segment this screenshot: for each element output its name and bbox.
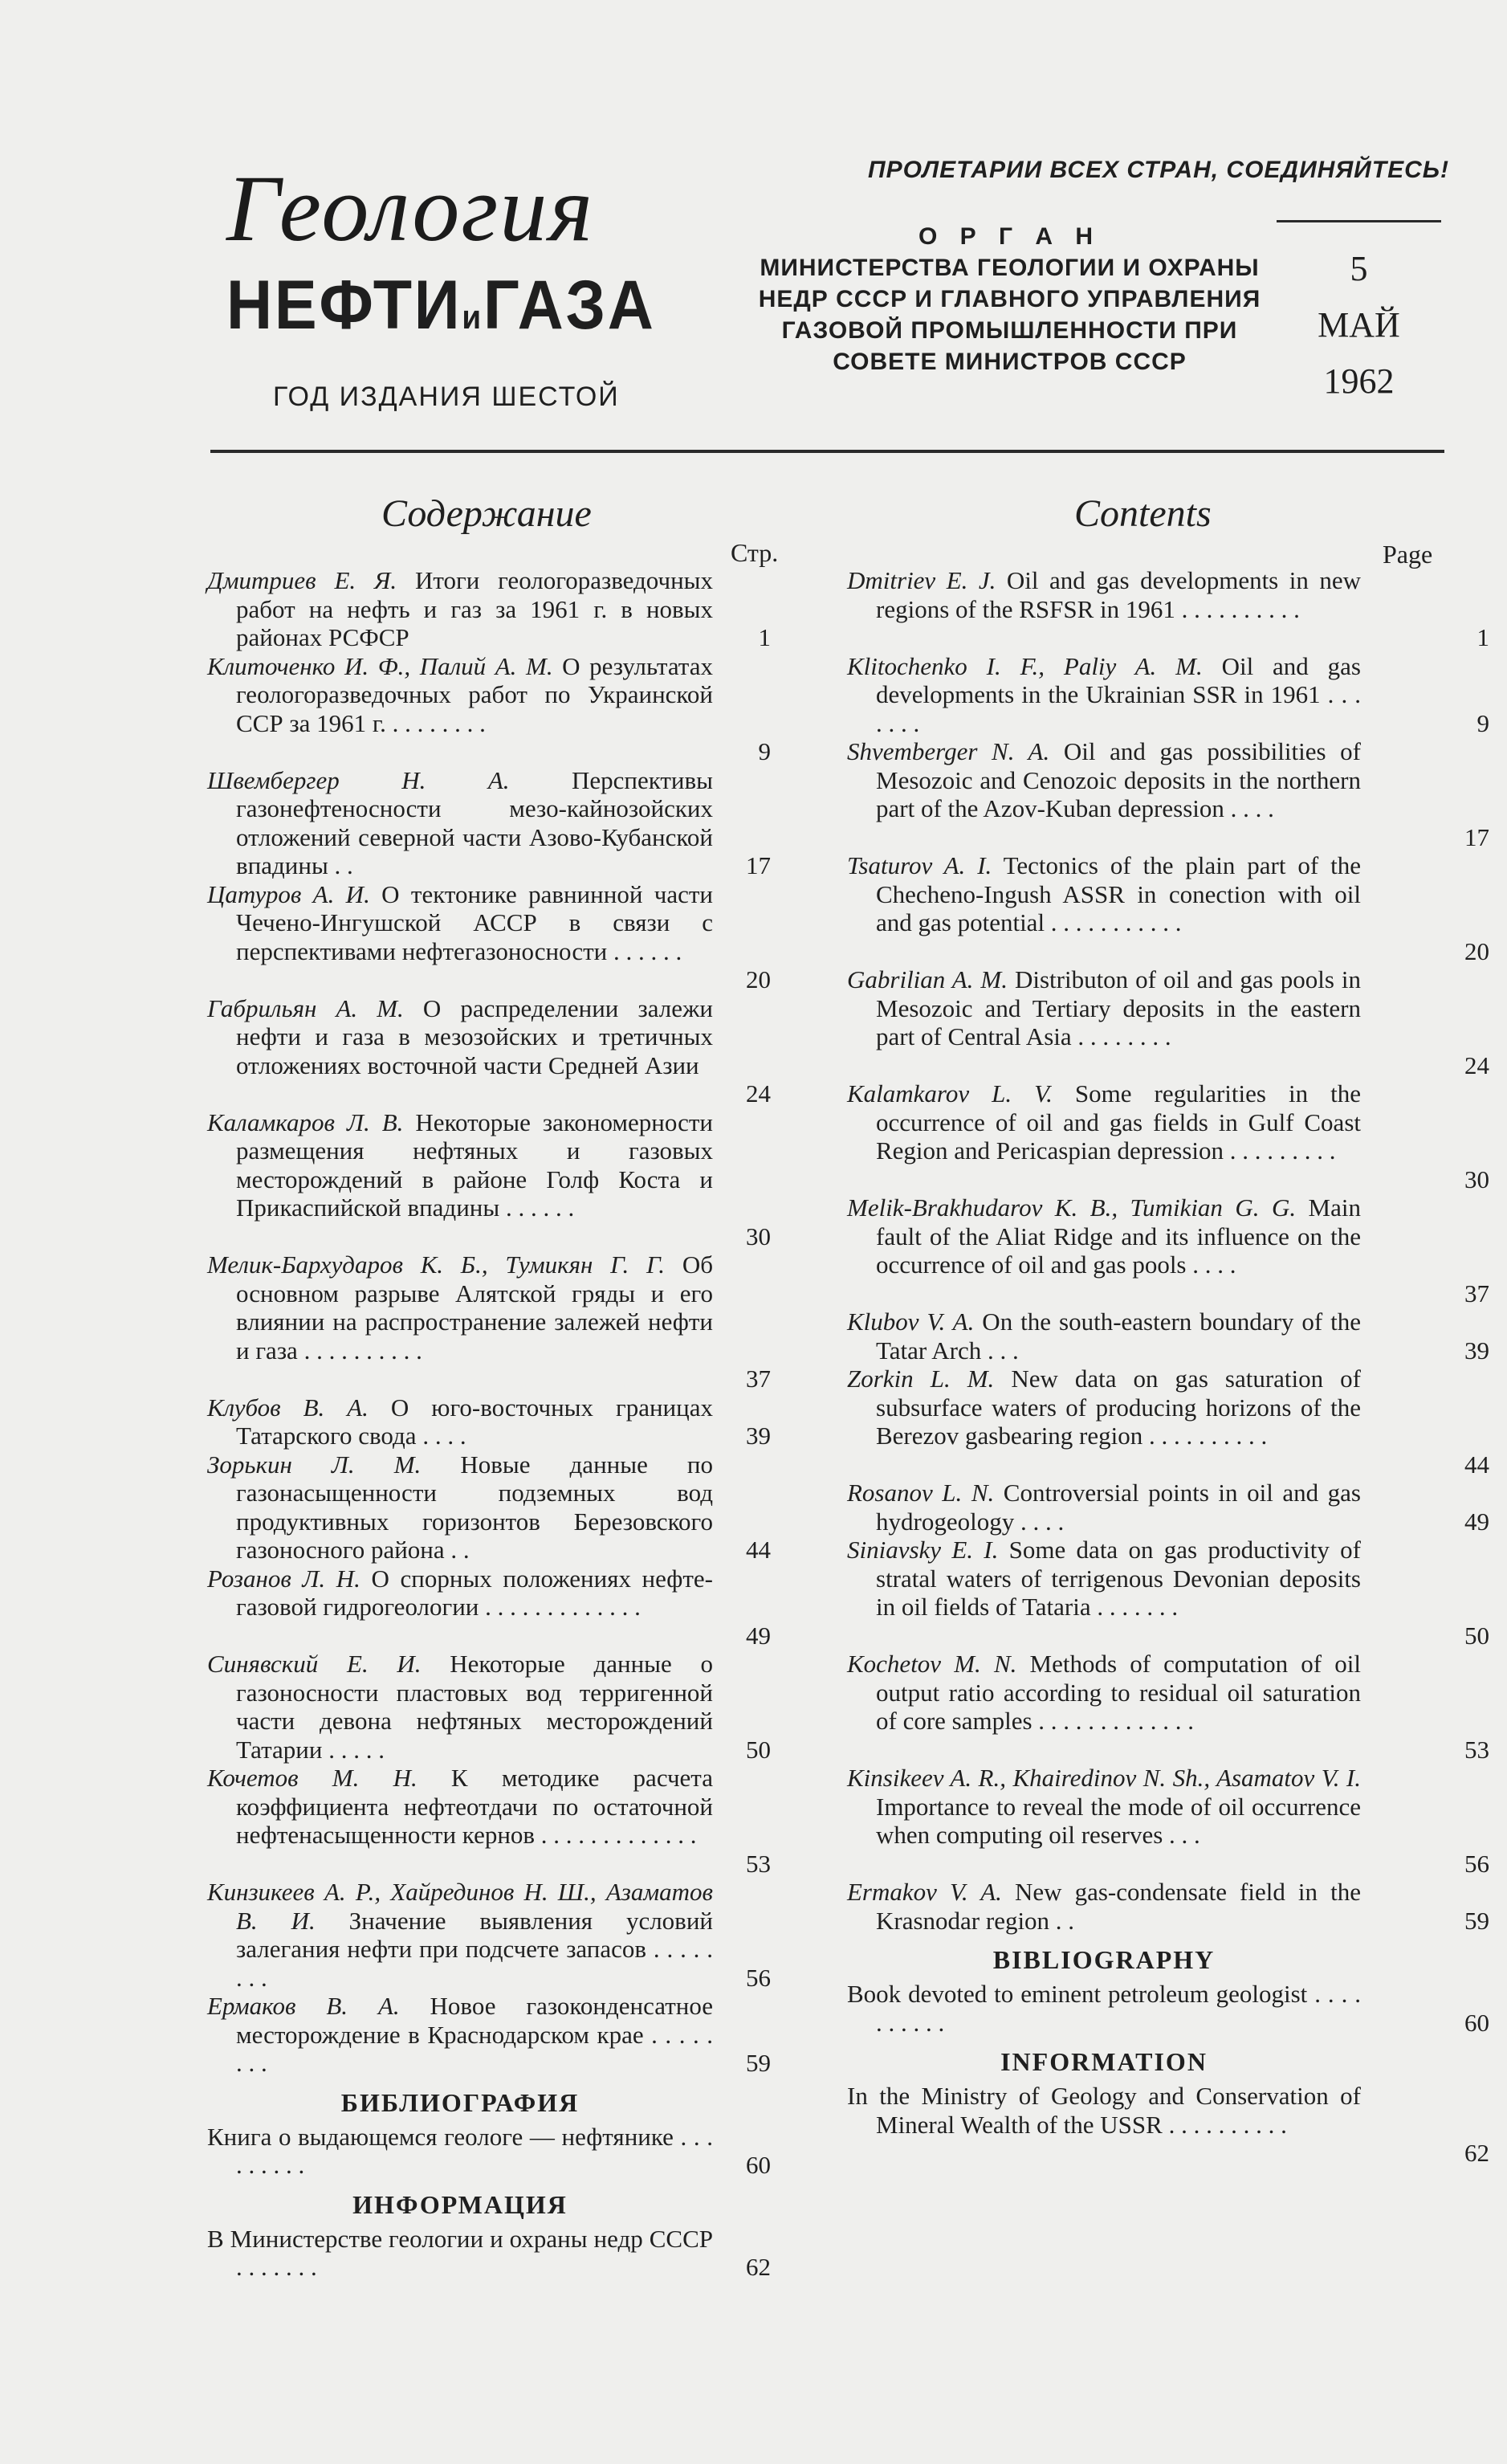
toc-entry-text (207, 2123, 713, 2180)
toc-entry-title: Книга о выдающемся геологе — нефтянике . . . . . . . . . (207, 2122, 713, 2179)
toc-entry-title: New data on gas saturation of subsurface waters of producing horizons of the Berezov gasbearing region . . . . . . . . . . (876, 1365, 1361, 1450)
toc-entry-text (847, 737, 1361, 823)
toc-entry-title: К методике расчета коэффициента нефтеотдачи по остаточной нефтенасыщенности кернов . . . . . . . . . . . . . (236, 1764, 713, 1849)
issue-month: МАЙ (1318, 305, 1400, 345)
toc-entry-text (847, 1878, 1361, 1935)
toc-entry-bibliography (207, 2122, 771, 2180)
toc-entry-title: On the south-eastern boundary of the Tatar Arch . . . (876, 1307, 1361, 1365)
toc-entry-page: 24 (746, 1079, 771, 1108)
motto: ПРОЛЕТАРИИ ВСЕХ СТРАН, СОЕДИНЯЙТЕСЬ! (868, 157, 1449, 183)
toc-entry-title: Об основном разрыве Алятской гряды и его влиянии на распространение залежей нефти и газа . . . . . . . . . . (236, 1250, 713, 1365)
toc-entry-page: 20 (746, 965, 771, 993)
toc-entry-author: Кинзикеев А. Р., Хайрединов Н. Ш., Азаматов В. И. (207, 1878, 713, 1935)
toc-entry-text (847, 1650, 1361, 1736)
toc-entry-author: Shvemberger N. A. (847, 737, 1050, 765)
toc-entry-author: Melik-Brakhudarov K. B., Tumikian G. G. (847, 1193, 1297, 1222)
toc-entry-text (207, 880, 713, 966)
toc-entry-title: Some data on gas productivity of stratal waters of terrigenous Devonian deposits in oil fields of Tataria . . . . . . . (876, 1536, 1361, 1621)
toc-entry-page: 60 (746, 2151, 771, 2179)
toc-entry-page: 44 (746, 1536, 771, 1564)
toc-entry-page: 30 (1464, 1165, 1489, 1193)
toc-entry-text (207, 1393, 713, 1450)
issue-year: 1962 (1323, 361, 1395, 401)
organ-line: СОВЕТЕ МИНИСТРОВ СССР (833, 349, 1187, 375)
toc-entry-title: In the Ministry of Geology and Conservation of Mineral Wealth of the USSR . . . . . . . . . . (847, 2082, 1361, 2139)
toc-entry-page: 44 (1464, 1450, 1489, 1479)
toc-entry-text (207, 1250, 713, 1365)
toc-entry-page: 39 (1464, 1336, 1489, 1365)
toc-entry-title: О распределении залежи нефти и газа в мезозойских и третичных отложениях восточной части Средней Азии (236, 993, 713, 1079)
toc-entry-title: Некоторые данные о газоносности пластовых вод терригенной части девона нефтяных месторождений Татарии . . . . . (236, 1650, 713, 1764)
toc-entry-title: Перспективы газонефтеносности мезо-кайнозойских отложений северной части Азово-Кубанской впадины . . (236, 765, 713, 879)
toc-entry-text (207, 2225, 713, 2282)
toc-entry-page: 62 (1464, 2139, 1489, 2167)
toc-entry-author: Дмитриев Е. Я. (207, 566, 397, 594)
toc-entry-text (847, 1193, 1361, 1279)
toc-entry (207, 1450, 771, 1564)
toc-entry-text (847, 1079, 1361, 1165)
logo-word-and: и (462, 298, 483, 336)
toc-entry (847, 1365, 1489, 1479)
toc-entry-title: New gas-condensate field in the Krasnodar region . . (876, 1878, 1361, 1935)
toc-entry-page: 9 (758, 737, 771, 765)
logo-word-gaza: ГАЗА (483, 267, 656, 344)
section-heading-bibliography: BIBLIOGRAPHY (992, 1945, 1216, 1974)
toc-entry (207, 1650, 771, 1764)
toc-entry-text (207, 566, 713, 652)
toc-entry-author: Ермаков В. А. (207, 1992, 400, 2020)
toc-entry (847, 1878, 1489, 1935)
toc-entry (207, 651, 771, 765)
toc-entry-author: Kinsikeev A. R., Khairedinov N. Sh., Asamatov V. I. (847, 1764, 1361, 1792)
toc-entry-text (847, 1764, 1361, 1850)
toc-entry (847, 965, 1489, 1079)
toc-entry-title: Importance to reveal the mode of oil occurrence when computing oil reserves . . . (876, 1792, 1361, 1849)
toc-entry-page: 1 (1476, 623, 1489, 651)
issue-box (1277, 241, 1441, 410)
toc-entry (207, 1878, 771, 1992)
toc-entry-page: 49 (1464, 1507, 1489, 1536)
toc-entry-page: 50 (1464, 1621, 1489, 1650)
toc-entry-title: О результатах геологоразведочных работ по Украинской ССР за 1961 г. . . . . . . . . (236, 651, 713, 737)
toc-entry-author: Клиточенко И. Ф., Палий А. М. (207, 651, 553, 680)
toc-entry (207, 566, 771, 652)
toc-entry-title: Main fault of the Aliat Ridge and its influence on the occurrence of oil and gas pools . . . . (876, 1193, 1361, 1279)
toc-entry-page: 62 (746, 2253, 771, 2281)
toc-entry-text (847, 851, 1361, 937)
toc-entry (207, 1564, 771, 1650)
toc-entry (847, 1536, 1489, 1650)
toc-entry-author: Ermakov V. A. (847, 1878, 1002, 1906)
organ-statement (751, 221, 1269, 377)
toc-entry-text (847, 652, 1361, 738)
publication-year-line: ГОД ИЗДАНИЯ ШЕСТОЙ (273, 381, 620, 412)
section-heading-information: ИНФОРМАЦИЯ (352, 2189, 568, 2219)
toc-entry-page: 53 (1464, 1735, 1489, 1764)
toc-entry-page: 24 (1464, 1050, 1489, 1079)
section-heading-bibliography: БИБЛИОГРАФИЯ (340, 2087, 580, 2117)
toc-entry-page: 59 (746, 2049, 771, 2077)
toc-entry (847, 1193, 1489, 1307)
toc-entry-text (207, 1764, 713, 1850)
toc-entry-title: Oil and gas developments in new regions of the RSFSR in 1961 . . . . . . . . . . (876, 566, 1362, 623)
toc-entry-title: Новое газоконденсатное месторождение в Краснодарском крае . . . . . . . . (236, 1992, 714, 2077)
journal-logo-block (226, 265, 699, 357)
toc-entry-text (847, 1307, 1361, 1365)
organ-line: ГАЗОВОЙ ПРОМЫШЛЕННОСТИ ПРИ (781, 317, 1238, 344)
toc-entry-page: 49 (746, 1621, 771, 1650)
toc-entry (207, 993, 771, 1108)
journal-logo-script: Геология (226, 156, 595, 261)
toc-entry-title: В Министерстве геологии и охраны недр СССР . . . . . . . (207, 2224, 713, 2281)
toc-entry-text (207, 1450, 713, 1564)
toc-entry-page: 37 (1464, 1279, 1489, 1307)
contents-title-ru: Содержание (381, 492, 592, 535)
toc-entry-page: 1 (758, 623, 771, 651)
toc-entry-information (847, 2082, 1489, 2167)
toc-entry-author: Rosanov L. N. (847, 1479, 995, 1507)
toc-entry-page: 17 (746, 851, 771, 879)
toc-entry-author: Klitochenko I. F., Paliy A. M. (847, 651, 1203, 680)
toc-entry-author: Gabrilian A. M. (847, 965, 1008, 993)
toc-entry-page: 30 (746, 1222, 771, 1250)
organ-line: НЕДР СССР И ГЛАВНОГО УПРАВЛЕНИЯ (758, 286, 1261, 312)
toc-entry (207, 1992, 771, 2078)
toc-entry (847, 651, 1489, 738)
contents-title-en: Contents (1074, 492, 1212, 535)
toc-entry-bibliography (847, 1980, 1489, 2037)
toc-entry-title: Oil and gas possibilities of Mesozoic and Cenozoic deposits in the northern part of the Azov-Kuban depression . . . . (876, 737, 1361, 822)
toc-entry (207, 1393, 771, 1450)
toc-entry-title: О юго-восточных границах Татарского свода . . . . (236, 1393, 713, 1450)
toc-entry-page: 17 (1464, 822, 1489, 851)
toc-entry-text (207, 1650, 713, 1764)
toc-entry (207, 1250, 771, 1393)
toc-entry-title: Controversial points in oil and gas hydrogeology . . . . (876, 1479, 1361, 1536)
toc-entry-title: О спорных положениях нефте-газовой гидрогеологии . . . . . . . . . . . . . (236, 1564, 714, 1621)
toc-entry-text (847, 1980, 1361, 2037)
toc-entry-author: Kalamkarov L. V. (847, 1079, 1053, 1108)
toc-entry-page: 60 (1464, 2008, 1489, 2037)
toc-entry-text (207, 766, 713, 880)
toc-entry (207, 1108, 771, 1250)
toc-entry-text (847, 1536, 1361, 1622)
toc-entry-author: Зорькин Л. М. (207, 1450, 422, 1479)
toc-entry-text (207, 1564, 713, 1622)
toc-entry-title: Некоторые закономерности размещения нефтяных и газовых месторождений в районе Голф Коста и Прикаспийской впадины . . . . . . (236, 1108, 713, 1222)
toc-entry-page: 56 (746, 1963, 771, 1992)
toc-entry-title: Methods of computation of oil output ratio according to residual oil saturation of core samples . . . . . . . . . . . . . (876, 1650, 1362, 1735)
toc-entry-page: 56 (1464, 1849, 1489, 1878)
toc-entry-page: 37 (746, 1365, 771, 1393)
toc-entry-page: 59 (1464, 1906, 1489, 1935)
toc-entry-author: Dmitriev E. J. (847, 566, 996, 594)
toc-entry-page: 53 (746, 1849, 771, 1878)
toc-entry-text (847, 965, 1361, 1051)
toc-entry-title: Tectonics of the plain part of the Checheno-Ingush ASSR in conection with oil and gas potential . . . . . . . . . . . (876, 851, 1361, 936)
toc-entry-title: Book devoted to eminent petroleum geologist . . . . . . . . . . (847, 1980, 1361, 2037)
organ-heading: О Р Г А Н (918, 223, 1102, 250)
toc-entry-text (847, 1365, 1361, 1450)
toc-entry-author: Siniavsky E. I. (847, 1536, 999, 1564)
toc-entry-author: Zorkin L. M. (847, 1365, 995, 1393)
toc-entry-information (207, 2224, 771, 2282)
toc-entry-author: Кочетов М. Н. (207, 1764, 417, 1792)
toc-entry-title: Итоги геологоразведочных работ на нефть и газ за 1961 г. в новых районах РСФСР (236, 566, 713, 651)
toc-entry-text (847, 566, 1361, 623)
toc-entry-author: Klubov V. A. (847, 1307, 975, 1336)
toc-entry-author: Цатуров А. И. (207, 879, 370, 908)
toc-entry-title: Oil and gas developments in the Ukrainian SSR in 1961 . . . . . . . (876, 651, 1361, 737)
toc-entry (847, 1764, 1489, 1878)
toc-entry (847, 1650, 1489, 1764)
header-divider (210, 450, 1444, 453)
issue-divider (1277, 220, 1441, 222)
toc-entry-author: Синявский Е. И. (207, 1650, 422, 1678)
toc-entry (207, 879, 771, 993)
toc-entry-text (207, 1878, 713, 1992)
toc-entry-text (207, 994, 713, 1080)
toc-entry-title: Distributon of oil and gas pools in Mesozoic and Tertiary deposits in the eastern part of Central Asia . . . . . . . . (876, 965, 1361, 1050)
toc-entry (207, 765, 771, 880)
toc-entry (207, 1764, 771, 1878)
toc-entry-author: Каламкаров Л. В. (207, 1108, 404, 1136)
section-heading-information: INFORMATION (1000, 2047, 1208, 2076)
toc-entry-page: 9 (1476, 708, 1489, 737)
toc-entry-page: 50 (746, 1735, 771, 1764)
toc-entry-title: Some regularities in the occurrence of oil and gas fields in Gulf Coast Region and Pericaspian depression . . . . . . . . . (876, 1079, 1361, 1165)
toc-entry (847, 737, 1489, 851)
logo-word-nefti: НЕФТИ (226, 267, 462, 344)
toc-entry-title: О тектонике равнинной части Чечено-Ингушской АССР в связи с перспективами нефтегазоносности . . . . . . (236, 879, 713, 965)
page-column-label-ru: Стр. (731, 538, 779, 567)
toc-entry (847, 1307, 1489, 1365)
toc-entry-text (847, 2082, 1361, 2139)
toc-entry-author: Габрильян А. М. (207, 993, 404, 1022)
toc-entry (847, 566, 1489, 651)
toc-entry-text (207, 1992, 713, 2078)
issue-number: 5 (1350, 249, 1368, 288)
toc-entry (847, 1079, 1489, 1193)
toc-entry-author: Клубов В. А. (207, 1393, 369, 1422)
toc-entry (847, 1479, 1489, 1536)
toc-entry-title: Новые данные по газонасыщенности подземных вод продуктивных горизонтов Березовского газоносного района . . (236, 1450, 713, 1564)
toc-entry-author: Розанов Л. Н. (207, 1564, 360, 1593)
toc-entry-author: Мелик-Бархударов К. Б., Тумикян Г. Г. (207, 1250, 666, 1279)
toc-entry-page: 39 (746, 1422, 771, 1450)
toc-entry-text (207, 652, 713, 738)
toc-entry (847, 851, 1489, 965)
toc-entry-text (207, 1108, 713, 1222)
toc-entry-text (847, 1479, 1361, 1536)
toc-entry-author: Швембергер Н. А. (207, 765, 510, 794)
toc-entry-page: 20 (1464, 936, 1489, 965)
organ-line: МИНИСТЕРСТВА ГЕОЛОГИИ И ОХРАНЫ (760, 255, 1260, 281)
toc-entry-title: Значение выявления условий залегания нефти при подсчете запасов . . . . . . . . (236, 1906, 713, 1992)
toc-entry-author: Kochetov M. N. (847, 1650, 1017, 1678)
page-column-label-en: Page (1383, 540, 1433, 569)
toc-entry-author: Tsaturov A. I. (847, 851, 992, 879)
